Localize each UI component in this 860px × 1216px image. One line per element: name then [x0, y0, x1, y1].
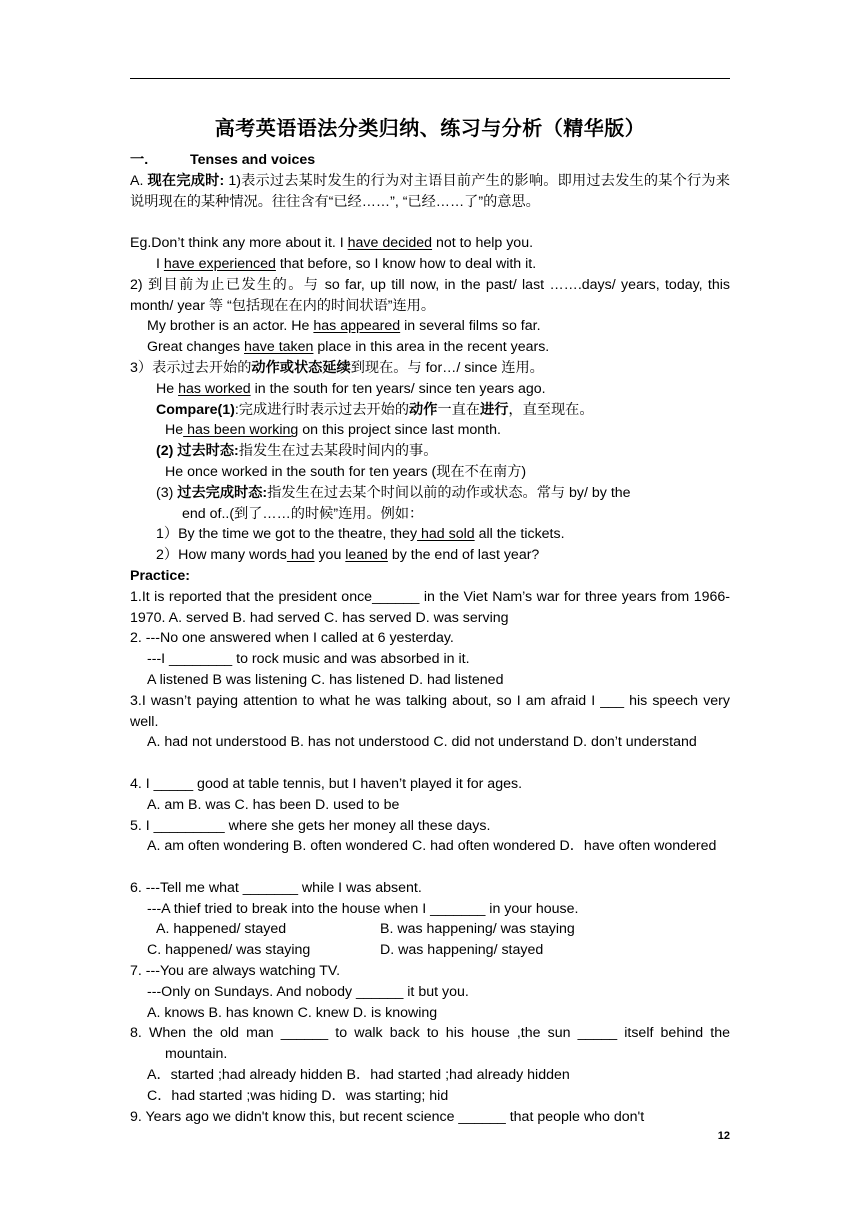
- compare-note: Compare(1):完成进行时表示过去开始的动作一直在进行，直至现在。: [156, 401, 594, 418]
- rule-point-2: 2) 到目前为止已发生的。与 so far, up till now, in the past/ last …….days/ years, today, this month/ year 等 “包括现在在内的时间状语”连用。: [130, 276, 730, 314]
- question-6-options: C. happened/ was staying D. was happening/ stayed: [147, 942, 544, 959]
- question-3-options: A. had not understood B. has not understood C. did not understand D. don’t understand: [147, 734, 697, 751]
- question-5-options: A. am often wondering B. often wondered C. had often wondered D．have often wondered: [147, 838, 717, 855]
- question-6-options: A. happened/ stayed B. was happening/ was staying: [156, 921, 575, 938]
- question-3: 3.I wasn’t paying attention to what he was talking about, so I am afraid I ___ his speech very well.: [130, 692, 730, 730]
- rule-point-3: 3）表示过去开始的动作或状态延续到现在。与 for…/ since 连用。: [130, 359, 544, 376]
- section-title: Tenses and voices: [190, 152, 316, 168]
- header-rule: [130, 78, 730, 79]
- compare-note: (3) 过去完成时态:指发生在过去某个时间以前的动作或状态。常与 by/ by the: [156, 484, 631, 501]
- question-6-line: ---A thief tried to break into the house when I _______ in your house.: [147, 900, 579, 917]
- example-line: Eg.Don’t think any more about it. I have decided not to help you.: [130, 235, 534, 252]
- question-9: 9. Years ago we didn't know this, but recent science ______ that people who don't: [130, 1108, 645, 1125]
- question-4-options: A. am B. was C. has been D. used to be: [147, 796, 400, 813]
- question-4: 4. I _____ good at table tennis, but I haven’t played it for ages.: [130, 775, 523, 792]
- example-line: He has worked in the south for ten years/ since ten years ago.: [156, 380, 546, 397]
- section-heading: [130, 150, 730, 171]
- question-7: 7. ---You are always watching TV.: [130, 963, 341, 980]
- question-7-options: A. knows B. has known C. knew D. is knowing: [147, 1004, 438, 1021]
- compare-note-continued: end of..(到了……的时候”连用。例如：: [182, 505, 424, 522]
- example-line: My brother is an actor. He has appeared in several films so far.: [147, 318, 541, 335]
- document-body: [130, 150, 730, 1127]
- example-line: I have experienced that before, so I know how to deal with it.: [156, 255, 537, 272]
- question-2-line: ---I ________ to rock music and was absorbed in it.: [147, 651, 470, 668]
- example-line: He once worked in the south for ten years (现在不在南方): [165, 463, 527, 480]
- question-1: 1.It is reported that the president once______ in the Viet Nam’s war for three years from 1966-1970. A. served B. had served C. has served D. was serving: [130, 588, 730, 626]
- present-perfect-definition: A. 现在完成时: 1)表示过去某时发生的行为对主语目前产生的影响。即用过去发生的某个行为来说明现在的某种情况。往往含有“已经……”, “已经……了”的意思。: [130, 172, 730, 210]
- question-6: 6. ---Tell me what _______ while I was absent.: [130, 879, 422, 896]
- practice-heading: Practice:: [130, 567, 190, 584]
- section-number: 一.: [130, 152, 149, 168]
- example-line: 2）How many words had you leaned by the end of last year?: [156, 547, 540, 564]
- example-line: He has been working on this project since last month.: [165, 422, 501, 439]
- question-8-options: C．had started ;was hiding D．was starting; hid: [147, 1087, 449, 1104]
- page-number: 12: [717, 1130, 730, 1142]
- question-5: 5. I _________ where she gets her money all these days.: [130, 817, 491, 834]
- question-2: 2. ---No one answered when I called at 6 yesterday.: [130, 630, 454, 647]
- document-title: 高考英语语法分类归纳、练习与分析（精华版）: [214, 116, 646, 140]
- question-7-line: ---Only on Sundays. And nobody ______ it but you.: [147, 983, 469, 1000]
- example-line: Great changes have taken place in this area in the recent years.: [147, 339, 550, 356]
- question-8: 8. When the old man ______ to walk back to his house ,the sun _____ itself behind the mountain.: [130, 1025, 730, 1063]
- example-line: 1）By the time we got to the theatre, they had sold all the tickets.: [156, 526, 565, 543]
- question-2-options: A listened B was listening C. has listened D. had listened: [147, 671, 504, 688]
- compare-note: (2) 过去时态:指发生在过去某段时间内的事。: [156, 443, 438, 460]
- question-8-options: A．started ;had already hidden B．had started ;had already hidden: [147, 1067, 570, 1084]
